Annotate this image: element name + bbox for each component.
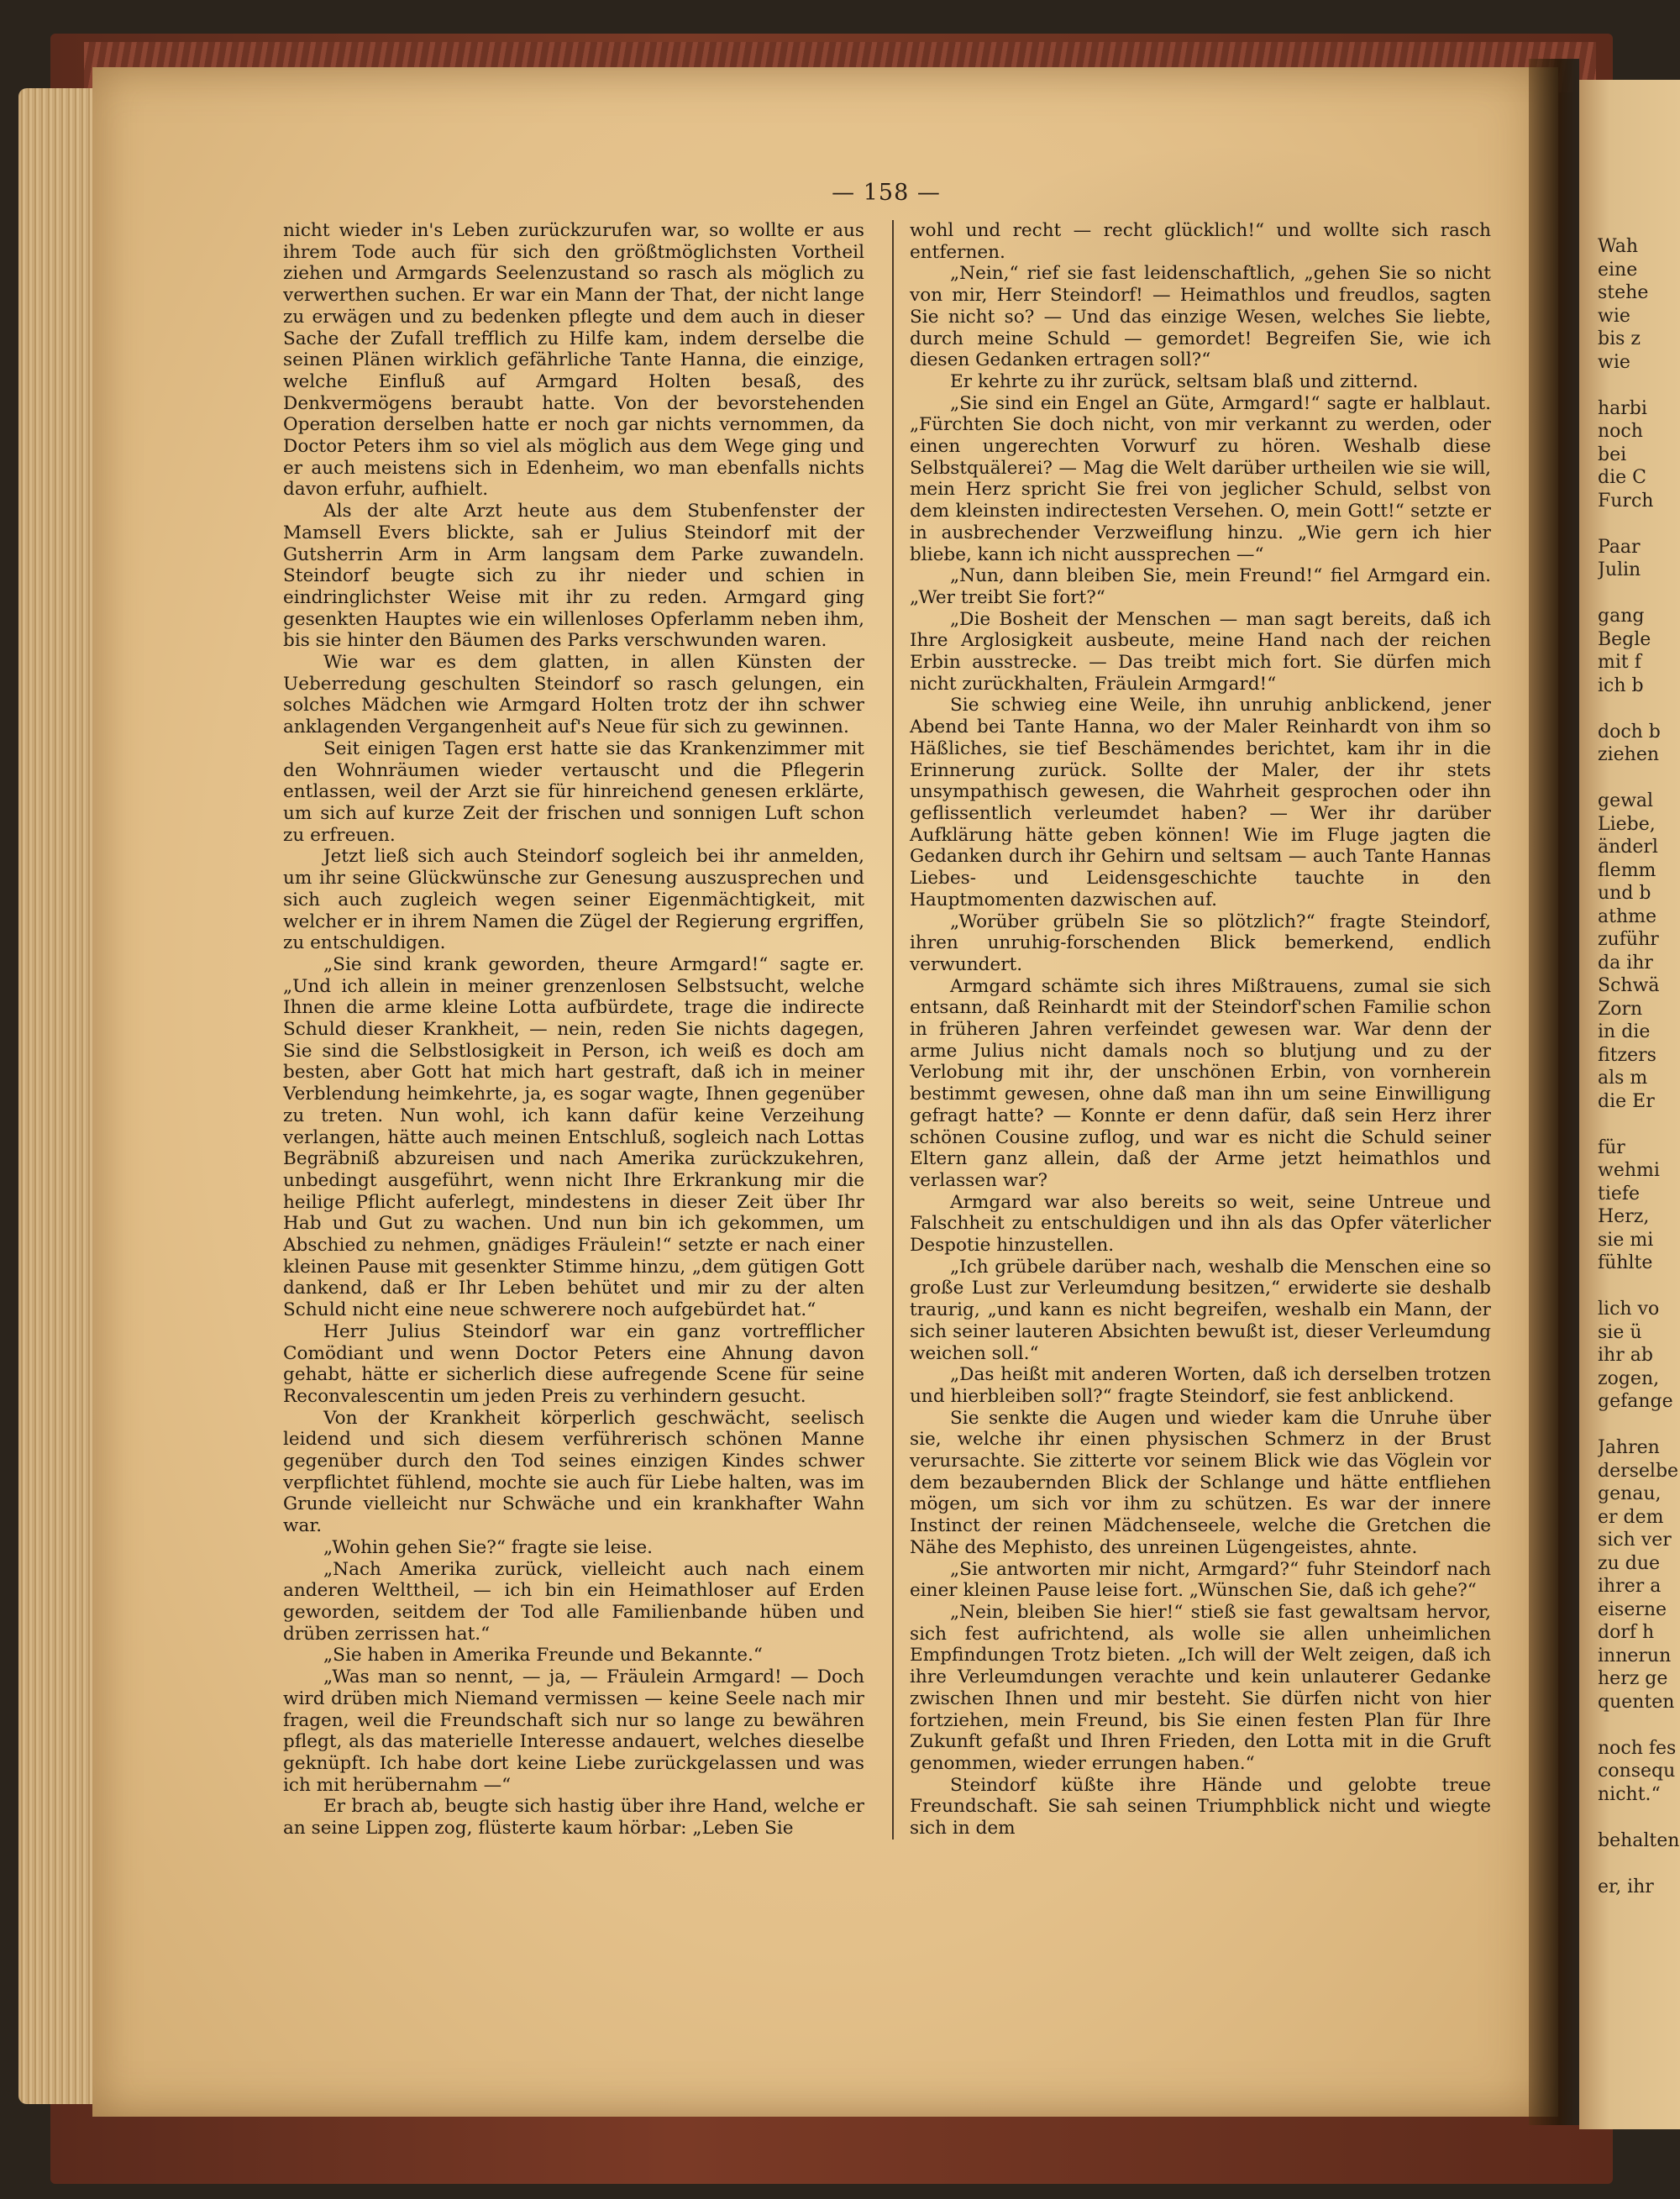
paragraph: „Die Bosheit der Menschen — man sagt bereits, daß ich Ihre Arglosigkeit ausbeute, meine Hand nach der reichen Erbin ausstrecke. — Das treibt mich fort. Sie dürfen mich nicht zurückhalten, Fräulein Armgard!“ [910,608,1491,695]
facing-page-line: für [1598,1136,1625,1158]
paragraph: „Worüber grübeln Sie so plötzlich?“ fragte Steindorf, ihren unruhig-forschenden Blick bemerkend, endlich verwundert. [910,911,1491,975]
facing-page-line: ihr ab [1598,1345,1653,1366]
facing-page-line: sie mi [1598,1229,1654,1251]
facing-page-line: fühlte [1598,1252,1653,1273]
paragraph: „Ich grübele darüber nach, weshalb die Menschen eine so große Lust zur Verleumdung besitzen,“ erwiderte sie deshalb traurig, „und kann es nicht begreifen, weshalb ein Mann, der sich seiner lauteren Absichten bewußt ist, dieser Verleumdung weichen soll.“ [910,1256,1491,1364]
left-text-column [283,220,864,1839]
facing-page-line: Liebe, [1598,813,1656,835]
facing-page-line: bis z [1598,328,1641,349]
paragraph: Er brach ab, beugte sich hastig über ihre Hand, welche er an seine Lippen zog, flüsterte kaum hörbar: „Leben Sie [283,1796,864,1839]
paragraph: Als der alte Arzt heute aus dem Stubenfenster der Mamsell Evers blickte, sah er Julius Steindorf mit der Gutsherrin Arm in Arm langsam dem Parke zuwandeln. Steindorf beugte sich zu ihr nieder und schien in eindringlichster Weise mit ihr zu reden. Armgard ging gesenkten Hauptes wie ein willenloses Opferlamm neben ihm, bis sie hinter den Bäumen des Parks verschwunden waren. [283,501,864,652]
facing-page-line: Zorn [1598,998,1643,1020]
facing-page-line: genau, [1598,1483,1662,1504]
facing-page-line [1598,1806,1680,1829]
facing-page-line: flemm [1598,859,1656,881]
facing-page-line: wie [1598,351,1630,373]
facing-page-line: in die [1598,1021,1651,1042]
facing-page-line: athme [1598,905,1657,927]
paragraph: „Sie haben in Amerika Freunde und Bekannte.“ [323,1645,763,1666]
paragraph: „Nun, dann bleiben Sie, mein Freund!“ fiel Armgard ein. „Wer treibt Sie fort?“ [910,565,1491,608]
facing-page-line: Julin [1598,559,1641,580]
facing-page-line: Begle [1598,628,1651,650]
facing-page-line: fitzers [1598,1044,1656,1066]
paragraph: Seit einigen Tagen erst hatte sie das Krankenzimmer mit den Wohnräumen wieder vertauscht und die Pflegerin entlassen, weil der Arzt sie für hinreichend genesen erklärte, um sich auf kurze Zeit der frischen und sonnigen Luft schon zu erfreuen. [283,737,864,846]
paragraph: Von der Krankheit körperlich geschwächt, seelisch leidend und sich diesem verführerisch schönen Manne gegenüber durch den Tod seines einzigen Kindes schwer verpflichtet fühlend, mochte sie auch für Liebe halten, was im Grunde vielleicht nur Schwäche und ein krankhafter Wahn war. [283,1407,864,1537]
facing-page-line: als m [1598,1068,1648,1089]
paragraph: Sie schwieg eine Weile, ihn unruhig anblickend, jener Abend bei Tante Hanna, wo der Maler Reinhardt von ihm so Häßliches, sie tief Beschämendes berichtet, kam ihr in die Erinnerung zurück. Sollte der Maler, der ihr stets unsympathisch gewesen, die Wahrheit gesprochen oder ihn geflissentlich verleumdet haben? — Wer ihr darüber Aufklärung hätte geben können! Wie im Fluge jagten die Gedanken durch ihr Gehirn und seltsam — auch Tante Hannas Liebes- und Leidensgeschichte tauchte in den Hauptmomenten dazwischen auf. [910,695,1491,911]
facing-page-line: lich vo [1598,1299,1660,1320]
facing-page-line: ihrer a [1598,1576,1662,1597]
facing-page-line [1598,1275,1680,1299]
paragraph: Jetzt ließ sich auch Steindorf sogleich bei ihr anmelden, um ihr seine Glückwünsche zur Genesung auszusprechen und sich auch zugleich wegen seiner Eigenmächtigkeit, mit welcher er in ihrem Namen die Zügel der Regierung ergriffen, zu entschuldigen. [283,846,864,954]
facing-page-line: da ihr [1598,952,1653,974]
facing-page-line [1598,697,1680,721]
facing-page-line: eiserne [1598,1598,1667,1620]
facing-page-line: Wah [1598,236,1638,257]
facing-page-line [1598,582,1680,606]
right-text-column [910,220,1491,1839]
facing-page-line: und b [1598,883,1651,904]
facing-page-line: die C [1598,467,1646,488]
paragraph: Armgard schämte sich ihres Mißtrauens, zumal sie sich entsann, daß Reinhardt mit der Steindorf'schen Familie schon in früheren Jahren verfeindet gewesen war. War denn der arme Julius nicht damals noch so blutjung und zu der Verlobung mit ihr, der unschönen Erbin, von vornherein bestimmt gewesen, ohne daß man ihn um seine Einwilligung gefragt hatte? — Konnte er denn dafür, daß sein Herz ihrer schönen Cousine zuflog, und war es nicht die Schuld seiner Eltern ganz allein, daß der Arme jetzt heimathlos und verlassen war? [910,975,1491,1191]
facing-page-line [1598,512,1680,536]
facing-page-line: Herz, [1598,1206,1650,1227]
column-divider [892,220,894,1839]
paragraph: Er kehrte zu ihr zurück, seltsam blaß und zitternd. [950,370,1419,392]
facing-page-line: herz ge [1598,1668,1668,1689]
facing-page-line: harbi [1598,397,1647,419]
facing-page-line: wie [1598,305,1630,327]
paragraph: Herr Julius Steindorf war ein ganz vortrefflicher Comödiant und wenn Doctor Peters eine Ahnung davon gehabt, hätte er sicherlich diese aufregende Scene für seine Reconvalescentin um jeden Preis zu verhindern gesucht. [283,1320,864,1407]
facing-page-line: mit f [1598,652,1641,673]
facing-page-line: zu due [1598,1552,1661,1574]
facing-page-line: Jahren [1598,1437,1660,1458]
paragraph: Steindorf küßte ihre Hände und gelobte treue Freundschaft. Sie sah seinen Triumphblick nicht und wiegte sich in dem [910,1774,1491,1839]
paragraph: „Nein, bleiben Sie hier!“ stieß sie fast gewaltsam hervor, sich fest aufrichtend, als wolle sie allen unheimlichen Empfindungen Trotz bieten. „Ich will der Welt zeigen, daß ich ihre Verleumdungen verachte und kein unlauterer Gedanke zwischen Ihnen und mir besteht. Sie dürfen nicht von hier fortziehen, mein Freund, bis Sie einen festen Plan für Ihre Zukunft gefaßt und Ihren Frieden, den Lotta mit in die Gruft genommen, wieder errungen haben.“ [910,1602,1491,1774]
paragraph: „Nach Amerika zurück, vielleicht auch nach einem anderen Welttheil, — ich bin ein Heimathloser auf Erden geworden, seitdem der Tod alle Familienbande hüben und drüben zerrissen hat.“ [283,1558,864,1645]
facing-page-line: gefange [1598,1391,1673,1412]
facing-page-text [1598,235,1680,1898]
paragraph: „Sie sind krank geworden, theure Armgard!“ sagte er. „Und ich allein in meiner grenzenlosen Selbstsucht, welche Ihnen die arme kleine Lotta aufbürdete, trage die indirecte Schuld dieser Krankheit, — nein, reden Sie nichts dagegen, Sie sind die Selbstlosigkeit in Person, ich weiß es doch am besten, aber Gott hat mich hart gestraft, daß ich in meiner Verblendung heimkehrte, ja, es sogar wagte, Ihnen gegenüber zu treten. Nun wohl, ich kann dafür keine Verzeihung verlangen, hätte auch meinen Entschluß, sogleich nach Lottas Begräbniß abzureisen und nach Amerika zurückzukehren, unbedingt ausgeführt, wenn nicht Ihre Erkrankung mir die heilige Pflicht auferlegt, mindestens in dieser Zeit über Ihr Hab und Gut zu wachen. Und nun bin ich gekommen, um Abschied zu nehmen, gnädiges Fräulein!“ setzte er nach einer kleinen Pause mit gesenkter Stimme hinzu, „dem gütigen Gott dankend, daß er Ihr Leben behütet und mir zu der alten Schuld nicht eine neue schwerere noch aufgebürdet hat.“ [283,953,864,1321]
facing-page-line: noch fes [1598,1737,1677,1759]
paragraph: „Sie sind ein Engel an Güte, Armgard!“ sagte er halblaut. „Fürchten Sie doch nicht, von mir verkannt zu werden, oder einen ungerechten Vorwurf zu hören. Weshalb diese Selbstquälerei? — Mag die Welt darüber urtheilen wie sie will, mein Herz spricht Sie frei von jeglicher Schuld, selbst von dem kleinsten indirectesten Versehen. O, mein Gott!“ setzte er in ausbrechender Verzweiflung hinzu. „Wie gern ich hier bliebe, kann ich nicht aussprechen —“ [910,392,1491,565]
facing-page-line: gang [1598,606,1645,627]
facing-page-line: ziehen [1598,744,1660,765]
book-gutter [1529,59,1579,2125]
facing-page-line: zuführ [1598,929,1659,950]
facing-page-line: zogen, [1598,1367,1660,1389]
facing-page-line: behalten [1598,1829,1680,1851]
facing-page-line: noch [1598,421,1643,442]
paragraph: wohl und recht — recht glücklich!“ und wollte sich rasch entfernen. [910,220,1491,263]
page-number: — 158 — [832,180,941,206]
facing-page-line: sich ver [1598,1530,1672,1551]
paragraph: Armgard war also bereits so weit, seine Untreue und Falschheit zu entschuldigen und ihn als das Opfer väterlicher Despotie hinzustellen. [910,1191,1491,1257]
facing-page-line: dorf h [1598,1622,1655,1643]
facing-page-line [1598,1113,1680,1136]
facing-page-line: änderl [1598,837,1658,858]
facing-page-line: Furch [1598,490,1654,512]
facing-page-line: stehe [1598,282,1649,303]
facing-page-line: Paar [1598,536,1641,558]
facing-page-line: die Er [1598,1090,1655,1112]
facing-page-line: consequ [1598,1761,1676,1782]
paragraph: Wie war es dem glatten, in allen Künsten der Ueberredung geschulten Steindorf so rasch gelungen, ein solches Mädchen wie Armgard Holten trotz der ihn schwer anklagenden Vergangenheit auf's Neue für sich zu gewinnen. [283,652,864,738]
facing-page-line: wehmi [1598,1160,1660,1181]
facing-page-line [1598,1852,1680,1876]
paragraph: „Nein,“ rief sie fast leidenschaftlich, „gehen Sie so nicht von mir, Herr Steindorf! — Heimathlos und freudlos, sagten Sie nicht so? — Und das einzige Wesen, welches Sie liebte, durch meine Schuld — gemordet! Begreifen Sie, wie ich diesen Gedanken ertragen soll?“ [910,263,1491,371]
facing-page-line: Schwä [1598,975,1660,996]
paragraph: „Was man so nennt, — ja, — Fräulein Armgard! — Doch wird drüben mich Niemand vermissen — keine Seele nach mir fragen, weil die Freundschaft sich nur so lange zu bewähren pflegt, als das materielle Interesse andauert, welches dieselbe geknüpft. Ich habe dort keine Liebe zurückgelassen und was ich mit herübernahm —“ [283,1666,864,1796]
facing-page-line: nicht.“ [1598,1783,1661,1805]
facing-page-line: er, ihr [1598,1876,1654,1897]
paragraph: „Das heißt mit anderen Worten, daß ich derselben trotzen und hierbleiben soll?“ fragte Steindorf, sie fest anblickend. [910,1364,1491,1407]
facing-page-line: sie ü [1598,1321,1642,1343]
facing-page-line: innerun [1598,1645,1672,1666]
facing-page-line: tiefe [1598,1183,1641,1204]
facing-page-line: quenten [1598,1691,1675,1713]
facing-page-line [1598,1714,1680,1737]
facing-page-line: derselbe [1598,1460,1679,1482]
paragraph: nicht wieder in's Leben zurückzurufen war, so wollte er aus ihrem Tode auch für sich den größtmöglichsten Vortheil ziehen und Armgards Seelenzustand so rasch als möglich zu verwerthen suchen. Er war ein Mann der That, der nicht lange zu erwägen und zu bedenken pflegte und dem auch in dieser Sache der Zufall trefflich zu Hilfe kam, indem derselbe die seinen Plänen wirklich gefährliche Tante Hanna, die einzige, welche Einfluß auf Armgard Holten besaß, des Denkvermögens beraubt hatte. Von der bevorstehenden Operation derselben hatte er noch gar nichts vernommen, da Doctor Peters ihm so viel als möglich aus dem Wege ging und er auch meistens sich in Edenheim, wo man ebenfalls nichts davon erfuhr, aufhielt. [283,220,864,501]
facing-page-line: ich b [1598,674,1644,696]
facing-page-line: bei [1598,443,1627,465]
facing-page-line: er dem [1598,1506,1664,1528]
paragraph: „Wohin gehen Sie?“ fragte sie leise. [323,1536,654,1558]
facing-page-line: gewal [1598,790,1654,811]
paragraph: Sie senkte die Augen und wieder kam die Unruhe über sie, welche ihr einen physischen Schmerz in der Brust verursachte. Sie zitterte vor seinem Blick wie das Vöglein vor dem bezaubernden Blick der Schlange und hätte entfliehen mögen, um sich vor ihm zu schützen. Es war der innere Instinct der reinen Mädchenseele, welche die Gretchen die Nähe des Mephisto, des unreinen Lügengeistes, ahnte. [910,1407,1491,1558]
paragraph: „Sie antworten mir nicht, Armgard?“ fuhr Steindorf nach einer kleinen Pause leise fort. „Wünschen Sie, daß ich gehe?“ [910,1558,1491,1602]
facing-page-line: doch b [1598,721,1661,743]
facing-page-line: eine [1598,259,1638,281]
facing-page-line [1598,1414,1680,1437]
facing-page-line [1598,374,1680,397]
facing-page-line [1598,767,1680,790]
